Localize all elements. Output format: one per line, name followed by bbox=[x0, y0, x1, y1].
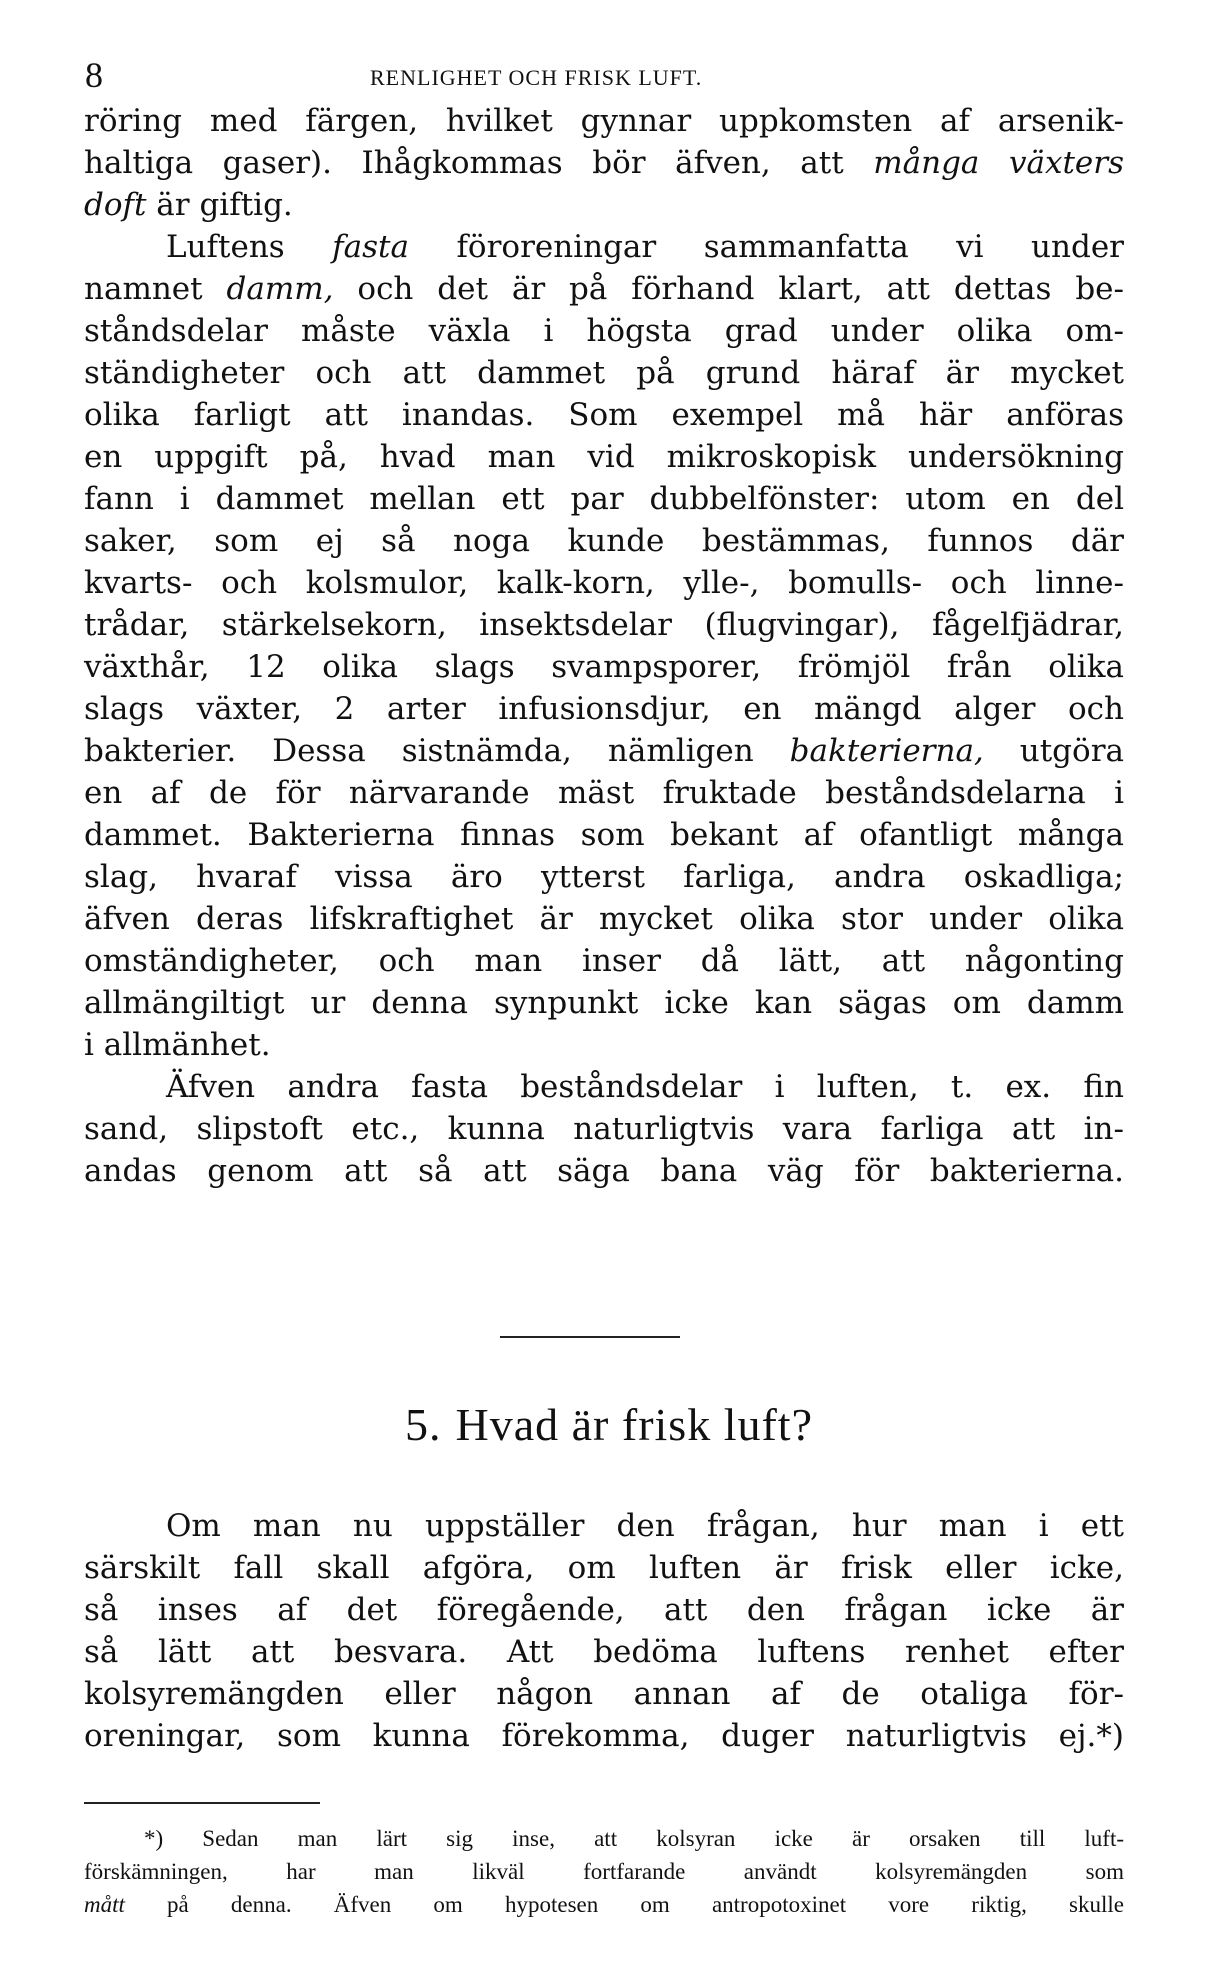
section-line: oreningar, som kunna förekomma, duger naturligtvis ej.*) bbox=[84, 1718, 1124, 1754]
body-line: sand, slipstoft etc., kunna naturligtvis vara farliga att in- bbox=[84, 1111, 1124, 1147]
body-line: Äfven andra fasta beståndsdelar i luften, t. ex. fin bbox=[166, 1069, 1124, 1105]
body-line: andas genom att så att säga bana väg för bakterierna. bbox=[84, 1153, 1124, 1189]
body-line: slags växter, 2 arter infusionsdjur, en mängd alger och bbox=[84, 691, 1124, 727]
section-divider bbox=[500, 1336, 680, 1338]
footnote bbox=[84, 1822, 1124, 1921]
footnote-line: mått på denna. Äfven om hypotesen om antropotoxinet vore riktig, skulle bbox=[84, 1892, 1124, 1917]
body-line: namnet damm, och det är på förhand klart, att dettas be- bbox=[84, 271, 1124, 307]
body-line: ståndsdelar måste växla i högsta grad under olika om- bbox=[84, 313, 1124, 349]
footnote-line: *) Sedan man lärt sig inse, att kolsyran icke är orsaken till luft- bbox=[144, 1826, 1124, 1851]
body-line: Luftens fasta föroreningar sammanfatta vi under bbox=[166, 229, 1124, 265]
body-line: äfven deras lifskraftighet är mycket olika stor under olika bbox=[84, 901, 1124, 937]
body-line: haltiga gaser). Ihågkommas bör äfven, att många växters bbox=[84, 145, 1124, 181]
body-line: omständigheter, och man inser då lätt, att någonting bbox=[84, 943, 1124, 979]
section-line: Om man nu uppställer den frågan, hur man i ett bbox=[166, 1508, 1124, 1544]
running-head: RENLIGHET OCH FRISK LUFT. bbox=[370, 65, 703, 90]
body-line: slag, hvaraf vissa äro ytterst farliga, andra oskadliga; bbox=[84, 859, 1124, 895]
section-number: 5. bbox=[405, 1399, 442, 1450]
section-title: Hvad är frisk luft? bbox=[455, 1399, 813, 1450]
body-line: allmängiltigt ur denna synpunkt icke kan sägas om damm bbox=[84, 985, 1124, 1021]
footnote-line: förskämningen, har man likväl fortfarande användt kolsyremängden som bbox=[84, 1859, 1124, 1884]
body-line: en uppgift på, hvad man vid mikroskopisk undersökning bbox=[84, 439, 1124, 475]
body-line: saker, som ej så noga kunde bestämmas, funnos där bbox=[84, 523, 1124, 559]
body-line: en af de för närvarande mäst fruktade beståndsdelarna i bbox=[84, 775, 1124, 811]
section-text bbox=[84, 1505, 1124, 1757]
body-line: kvarts- och kolsmulor, kalk-korn, ylle-, bomulls- och linne- bbox=[84, 565, 1124, 601]
section-line: kolsyremängden eller någon annan af de otaliga för- bbox=[84, 1676, 1124, 1712]
body-line: ständigheter och att dammet på grund häraf är mycket bbox=[84, 355, 1124, 391]
page-number: 8 bbox=[85, 55, 103, 95]
body-line: bakterier. Dessa sistnämda, nämligen bakterierna, utgöra bbox=[84, 733, 1124, 769]
section-line: särskilt fall skall afgöra, om luften är frisk eller icke, bbox=[84, 1550, 1124, 1586]
body-text bbox=[84, 100, 1124, 1192]
page-header bbox=[85, 55, 1115, 95]
body-line: fann i dammet mellan ett par dubbelfönster: utom en del bbox=[84, 481, 1124, 517]
body-line: i allmänhet. bbox=[84, 1027, 271, 1063]
section-line: så lätt att besvara. Att bedöma luftens renhet efter bbox=[84, 1634, 1124, 1670]
footnote-divider bbox=[84, 1802, 320, 1804]
body-line: doft är giftig. bbox=[84, 187, 293, 223]
section-line: så inses af det föregående, att den frågan icke är bbox=[84, 1592, 1124, 1628]
body-line: dammet. Bakterierna finnas som bekant af ofantligt många bbox=[84, 817, 1124, 853]
body-line: röring med färgen, hvilket gynnar uppkomsten af arsenik- bbox=[84, 103, 1124, 139]
section-heading bbox=[0, 1395, 1218, 1455]
body-line: trådar, stärkelsekorn, insektsdelar (flugvingar), fågelfjädrar, bbox=[84, 607, 1124, 643]
body-line: växthår, 12 olika slags svampsporer, frömjöl från olika bbox=[84, 649, 1124, 685]
body-line: olika farligt att inandas. Som exempel må här anföras bbox=[84, 397, 1124, 433]
